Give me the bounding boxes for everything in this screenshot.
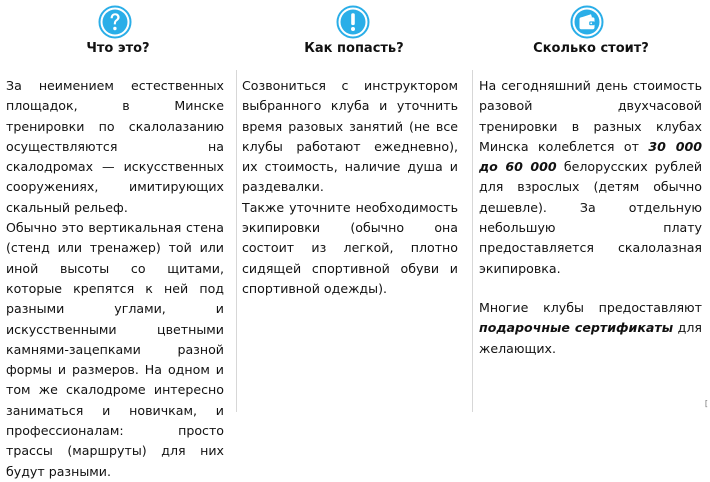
- what-paragraph-1: За неимением естественных площадок, в Минске тренировки по скалолазанию осуществляются на скалодромах — искусственных сооружениях, имитирующих скальный рельеф.: [6, 78, 224, 215]
- heading-cost: Сколько стоит?: [533, 41, 649, 56]
- column-cost: [479, 76, 702, 408]
- what-paragraph-2: Обычно это вертикальная стена (стенд или тренажер) той или иной высоты со щитами, которые крепятся к ней под разными углами, и искусственными цветными камнями-зацепками разной формы и размеров. На одном и том же скалодроме интересно заниматься и новичкам, и профессионалам: просто трассы (маршруты) для них будут разными.: [6, 220, 224, 479]
- header-row: [0, 0, 710, 66]
- heading-how: Как попасть?: [304, 41, 404, 56]
- header-how: [236, 0, 472, 66]
- column-divider: [472, 70, 473, 412]
- header-cost: [472, 0, 710, 66]
- cost-paragraph-1: На сегодняшний день стоимость разовой двухчасовой тренировки в разных клубах Минска колеблется от 30 000 до 60 000 белорусских рублей для взрослых (детям обычно дешевле). За отдельную небольшую плату предоставляется скалолазная экипировка.: [479, 78, 703, 276]
- wallet-icon: [570, 5, 604, 39]
- column-how: [242, 76, 458, 408]
- paragraph-gap: [479, 279, 702, 298]
- question-icon: [98, 5, 132, 39]
- gift-certificates: подарочные сертификаты: [479, 320, 674, 336]
- how-paragraph-1: Созвониться с инструктором выбранного клуба и уточнить время разовых занятий (не все клубы работают ежедневно), их стоимость, наличие душа и раздевалки.: [242, 78, 458, 195]
- column-what: [6, 76, 224, 479]
- price-range: 30 000 до 60 000: [479, 138, 702, 175]
- header-what: [0, 0, 236, 66]
- cost-paragraph-2: Многие клубы предоставляют подарочные сертификаты для желающих.: [479, 299, 702, 356]
- column-divider: [236, 70, 237, 412]
- corner-mark: [: [704, 399, 708, 408]
- exclamation-icon: [336, 5, 370, 39]
- how-paragraph-2: Также уточните необходимость экипировки (обычно она состоит из легкой, плотно сидящей спортивной обуви и спортивной одежды).: [242, 199, 458, 296]
- heading-what: Что это?: [86, 41, 150, 56]
